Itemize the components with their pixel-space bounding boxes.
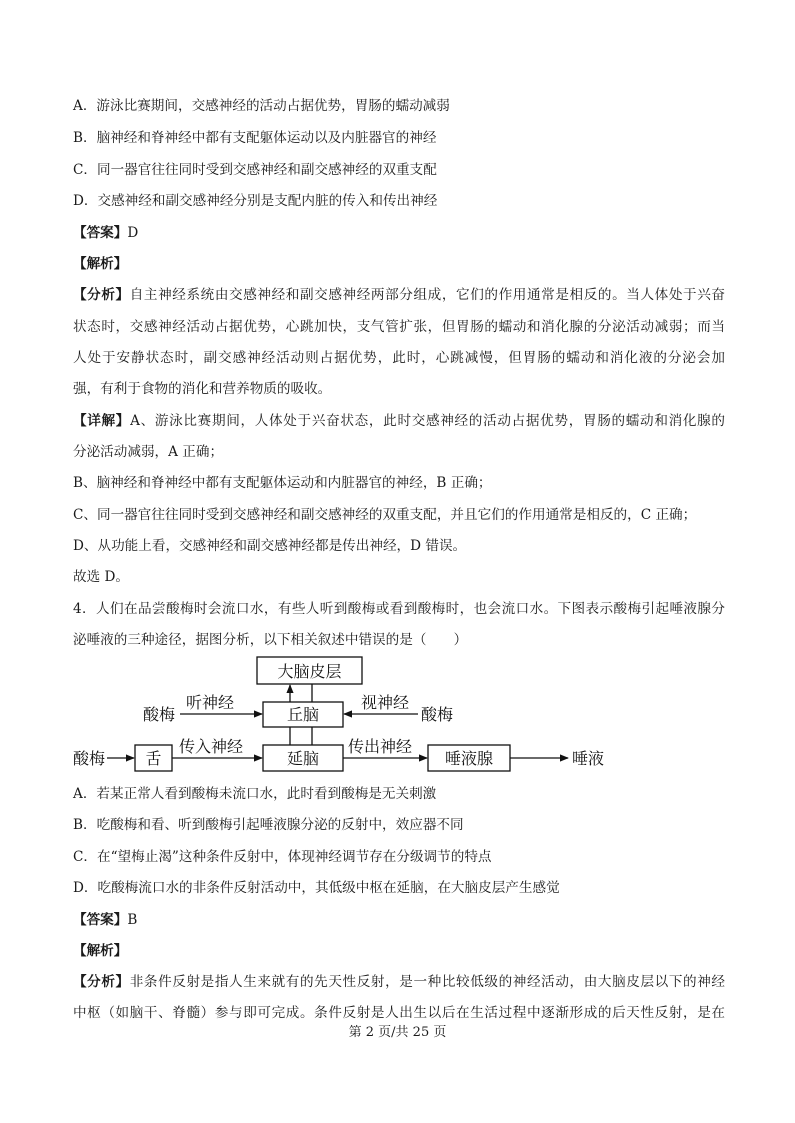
q3-fenxi-line-3: 人处于安静状态时，副交感神经活动则占据优势，此时，心跳减慢，但胃肠的蠕动和消化液的分泌会加: [73, 350, 725, 366]
q3-fenxi-line-1: [73, 285, 725, 305]
q3-option-b: B．脑神经和脊神经中都有支配躯体运动以及内脏器官的神经: [73, 130, 437, 146]
fenxi-text: 非条件反射是指人生来就有的先天性反射，是一种比较低级的神经活动，由大脑皮层以下的神经: [129, 974, 725, 990]
optic-label: 视神经: [361, 693, 410, 712]
q4-fenxi-line-1: [73, 972, 725, 992]
q4-answer: [73, 910, 725, 930]
q3-xiangjie-line-3: B、脑神经和脊神经中都有支配躯体运动和内脏器官的神经，B 正确；: [73, 475, 492, 491]
jiexi-tag: 【解析】: [73, 943, 128, 959]
q4-stem-line-2: 泌唾液的三种途径，据图分析，以下相关叙述中错误的是（ ）: [73, 632, 468, 648]
q3-fenxi-line-4: 强，有利于食物的消化和营养物质的吸收。: [73, 381, 332, 397]
answer-tag: 【答案】: [73, 225, 128, 241]
q4-option-c: C．在“望梅止渴”这种条件反射中，体现神经调节存在分级调节的特点: [73, 849, 492, 865]
efferent-label: 传出神经: [348, 737, 413, 756]
q3-option-c: C．同一器官往往同时受到交感神经和副交感神经的双重支配: [73, 162, 437, 178]
q4-jiexi-heading: [73, 941, 725, 961]
xiangjie-text: A、游泳比赛期间，人体处于兴奋状态，此时交感神经的活动占据优势，胃肠的蠕动和消化腺的: [130, 413, 725, 429]
tongue-label: 舌: [145, 749, 162, 768]
q3-option-d: D．交感神经和副交感神经分别是支配内脏的传入和传出神经: [73, 193, 438, 209]
page-footer: 第 2 页/共 25 页: [348, 1025, 447, 1040]
q4-stem-line-1: 4．人们在品尝酸梅时会流口水，有些人听到酸梅或看到酸梅时，也会流口水。下图表示酸梅引起唾液腺分: [73, 601, 725, 617]
jiexi-tag: 【解析】: [73, 256, 128, 272]
thalamus-label: 丘脑: [286, 705, 320, 724]
answer-value: D: [127, 225, 139, 241]
cortex-label: 大脑皮层: [277, 662, 342, 681]
saliva-label: 唾液: [572, 749, 605, 768]
saliva-reflex-diagram: [0, 650, 795, 780]
gland-label: 唾液腺: [444, 749, 494, 768]
plum-left-label: 酸梅: [143, 705, 176, 724]
plum-right-label: 酸梅: [421, 705, 454, 724]
q4-option-d: D．吃酸梅流口水的非条件反射活动中，其低级中枢在延脑，在大脑皮层产生感觉: [73, 880, 560, 896]
q3-xiangjie-line-2: 分泌活动减弱，A 正确；: [73, 444, 224, 460]
hearing-label: 听神经: [186, 693, 235, 712]
q4-option-a: A．若某正常人看到酸梅未流口水，此时看到酸梅是无关刺激: [73, 786, 437, 802]
fenxi-text: 自主神经系统由交感神经和副交感神经两部分组成，它们的作用通常是相反的。当人体处于兴奋: [129, 287, 725, 303]
fenxi-tag: 【分析】: [73, 287, 130, 303]
q3-conclusion: 故选 D。: [73, 569, 130, 585]
q3-xiangjie-line-5: D、从功能上看，交感神经和副交感神经都是传出神经，D 错误。: [73, 538, 467, 554]
q3-xiangjie-line-4: C、同一器官往往同时受到交感神经和副交感神经的双重支配，并且它们的作用通常是相反的，C 正确；: [73, 507, 697, 523]
xiangjie-tag: 【详解】: [73, 413, 131, 429]
q4-fenxi-line-2: 中枢（如脑干、脊髓）参与即可完成。条件反射是人出生以后在生活过程中逐渐形成的后天性反射，是在: [73, 1005, 725, 1021]
q3-answer: [73, 223, 725, 243]
medulla-label: 延脑: [286, 749, 320, 768]
answer-value: B: [127, 912, 138, 928]
q3-xiangjie-line-1: [73, 411, 725, 431]
answer-tag: 【答案】: [73, 912, 128, 928]
q3-option-a: A．游泳比赛期间，交感神经的活动占据优势，胃肠的蠕动减弱: [73, 98, 450, 114]
fenxi-tag: 【分析】: [73, 974, 130, 990]
q3-jiexi-heading: [73, 254, 725, 274]
plum-bottom-label: 酸梅: [73, 749, 106, 768]
q3-fenxi-line-2: 状态时，交感神经活动占据优势，心跳加快，支气管扩张，但胃肠的蠕动和消化腺的分泌活动减弱；而当: [73, 319, 725, 335]
q4-option-b: B．吃酸梅和看、听到酸梅引起唾液腺分泌的反射中，效应器不同: [73, 817, 464, 833]
afferent-label: 传入神经: [179, 737, 244, 756]
